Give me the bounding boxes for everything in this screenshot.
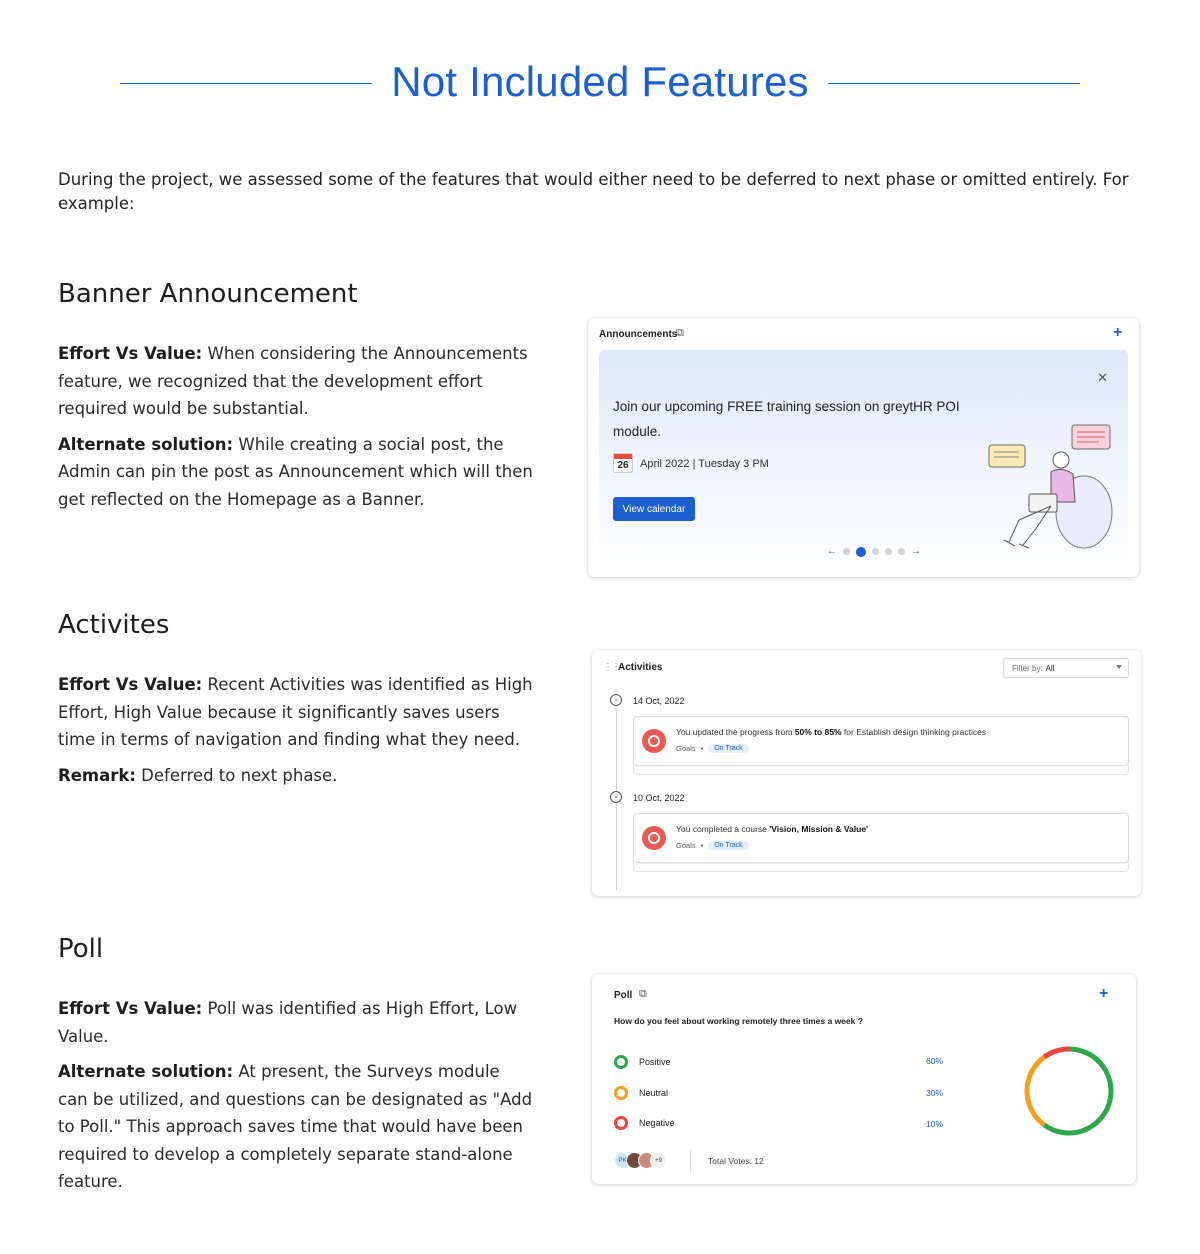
section-text-poll bbox=[58, 995, 533, 1204]
carousel-dot[interactable] bbox=[856, 547, 866, 557]
effort-vs-value-paragraph bbox=[58, 340, 533, 423]
header-line-right bbox=[828, 83, 1080, 84]
option-percent: 10% bbox=[926, 1119, 944, 1129]
plus-icon[interactable]: + bbox=[1113, 324, 1123, 341]
status-badge: On Track bbox=[708, 841, 748, 850]
collapse-toggle-icon[interactable]: ⌄ bbox=[610, 694, 622, 706]
donut-slice-neutral bbox=[1027, 1057, 1044, 1125]
section-text-banner bbox=[58, 340, 533, 521]
alternate-solution-paragraph bbox=[58, 1058, 533, 1196]
intro-paragraph: During the project, we assessed some of the features that would either need to be deferred to next phase or omitted entirely. For example: bbox=[58, 170, 1129, 213]
option-percent: 60% bbox=[926, 1056, 944, 1066]
option-radio-icon bbox=[614, 1086, 628, 1100]
carousel-dot[interactable] bbox=[885, 548, 892, 555]
point-label: Remark: bbox=[58, 765, 136, 785]
close-icon[interactable]: ✕ bbox=[1097, 370, 1108, 385]
option-label: Negative bbox=[639, 1118, 675, 1128]
option-label: Positive bbox=[639, 1057, 671, 1067]
plus-icon[interactable]: + bbox=[1099, 985, 1109, 1002]
poll-option-neutral[interactable] bbox=[614, 1086, 668, 1100]
point-label: Effort Vs Value: bbox=[58, 675, 203, 694]
point-label: Effort Vs Value: bbox=[58, 999, 203, 1018]
activities-card bbox=[592, 650, 1141, 896]
activity-stack-edge bbox=[633, 766, 1129, 775]
carousel-dot[interactable] bbox=[843, 548, 850, 555]
carousel-dot[interactable] bbox=[898, 548, 905, 555]
announcements-card bbox=[588, 318, 1139, 577]
arrow-right-icon[interactable]: → bbox=[911, 546, 921, 557]
external-link-icon[interactable]: ⧉ bbox=[676, 327, 684, 339]
point-text: Recent Activities was identified as High Effort, High Value because it significantly saves users time in terms of navigation and finding what they need. bbox=[58, 675, 533, 749]
section-title-banner: Banner Announcement bbox=[58, 279, 358, 309]
announcements-title: Announcements bbox=[599, 329, 678, 340]
donut-slice-negative bbox=[1044, 1049, 1069, 1057]
poll-donut-chart bbox=[1019, 1041, 1119, 1141]
activity-text: You updated the progress from 50% to 85% for Establish design thinking practices bbox=[676, 727, 987, 737]
filter-value: All bbox=[1045, 664, 1055, 673]
filter-label: Filter by: bbox=[1012, 664, 1043, 673]
activity-item[interactable] bbox=[633, 716, 1129, 766]
point-text: When considering the Announcements feature, we recognized that the development effort required would be substantial. bbox=[58, 344, 528, 418]
divider bbox=[690, 1150, 691, 1172]
total-votes: Total Votes: 12 bbox=[708, 1156, 764, 1166]
calendar-icon bbox=[613, 453, 633, 473]
poll-option-positive[interactable] bbox=[614, 1055, 671, 1069]
point-label: Effort Vs Value: bbox=[58, 344, 203, 363]
point-text: Poll was identified as High Effort, Low Value. bbox=[58, 999, 518, 1046]
activity-category: Goals bbox=[676, 841, 696, 850]
announcement-banner bbox=[599, 350, 1128, 574]
alternate-solution-paragraph bbox=[58, 431, 533, 514]
section-title-activities: Activites bbox=[58, 610, 170, 640]
activity-item[interactable] bbox=[633, 813, 1129, 863]
arrow-left-icon[interactable]: ← bbox=[827, 546, 837, 557]
person-with-laptop-illustration bbox=[979, 420, 1119, 550]
page-title: Not Included Features bbox=[391, 58, 809, 105]
option-label: Neutral bbox=[639, 1088, 669, 1098]
point-text: While creating a social post, the Admin can pin the post as Announcement which will then get reflected on the Homepage as a Banner. bbox=[58, 434, 533, 509]
activity-date: 10 Oct, 2022 bbox=[633, 793, 685, 803]
option-radio-icon bbox=[614, 1116, 628, 1130]
activity-meta: Goals • On Track bbox=[676, 744, 749, 753]
poll-card bbox=[592, 974, 1136, 1184]
point-text: Deferred to next phase. bbox=[135, 765, 338, 785]
effort-vs-value-paragraph bbox=[58, 995, 533, 1050]
external-link-icon[interactable]: ⧉ bbox=[639, 988, 647, 1000]
avatar: PK bbox=[614, 1152, 631, 1169]
point-text: At present, the Surveys module can be utilized, and questions can be designated as "Add to Poll." This approach saves time that would have been required to develop a completely separate stand-alone feature. bbox=[58, 1062, 533, 1191]
target-icon bbox=[642, 729, 666, 753]
activity-stack-edge bbox=[633, 863, 1129, 872]
filter-dropdown[interactable] bbox=[1003, 658, 1129, 678]
carousel-dots bbox=[843, 547, 905, 557]
drag-handle-icon[interactable]: ⋮⋮ bbox=[603, 662, 619, 673]
activity-category: Goals bbox=[676, 744, 696, 753]
option-percent: 30% bbox=[926, 1088, 944, 1098]
poll-option-negative[interactable] bbox=[614, 1116, 675, 1130]
carousel-dot[interactable] bbox=[872, 548, 879, 555]
carousel-pagination bbox=[827, 546, 921, 557]
donut-slice-positive bbox=[1044, 1049, 1111, 1133]
section-text-activities bbox=[58, 671, 533, 797]
activities-title: Activities bbox=[618, 662, 663, 673]
voter-avatars[interactable] bbox=[614, 1152, 667, 1169]
poll-question: How do you feel about working remotely three times a week ? bbox=[614, 1016, 863, 1026]
point-label: Alternate solution: bbox=[58, 434, 234, 454]
effort-vs-value-paragraph bbox=[58, 671, 533, 754]
collapse-toggle-icon[interactable]: ⌄ bbox=[610, 791, 622, 803]
announcement-message: Join our upcoming FREE training session on greytHR POI module. bbox=[613, 399, 960, 439]
target-icon bbox=[642, 826, 666, 850]
view-calendar-button[interactable]: View calendar bbox=[613, 497, 695, 521]
point-label: Alternate solution: bbox=[58, 1062, 234, 1081]
poll-title: Poll bbox=[614, 990, 633, 1001]
status-badge: On Track bbox=[708, 744, 748, 753]
activity-text: You completed a course 'Vision, Mission & Value' bbox=[676, 824, 869, 834]
more-voters-count: +9 bbox=[650, 1152, 667, 1169]
section-title-poll: Poll bbox=[58, 934, 104, 964]
activity-meta: Goals • On Track bbox=[676, 841, 749, 850]
activity-date: 14 Oct, 2022 bbox=[633, 696, 685, 706]
announcement-date: April 2022 | Tuesday 3 PM bbox=[640, 458, 769, 470]
calendar-day: 26 bbox=[617, 460, 629, 471]
remark-paragraph bbox=[58, 762, 533, 790]
chevron-down-icon bbox=[1116, 665, 1122, 669]
option-radio-icon bbox=[614, 1055, 628, 1069]
